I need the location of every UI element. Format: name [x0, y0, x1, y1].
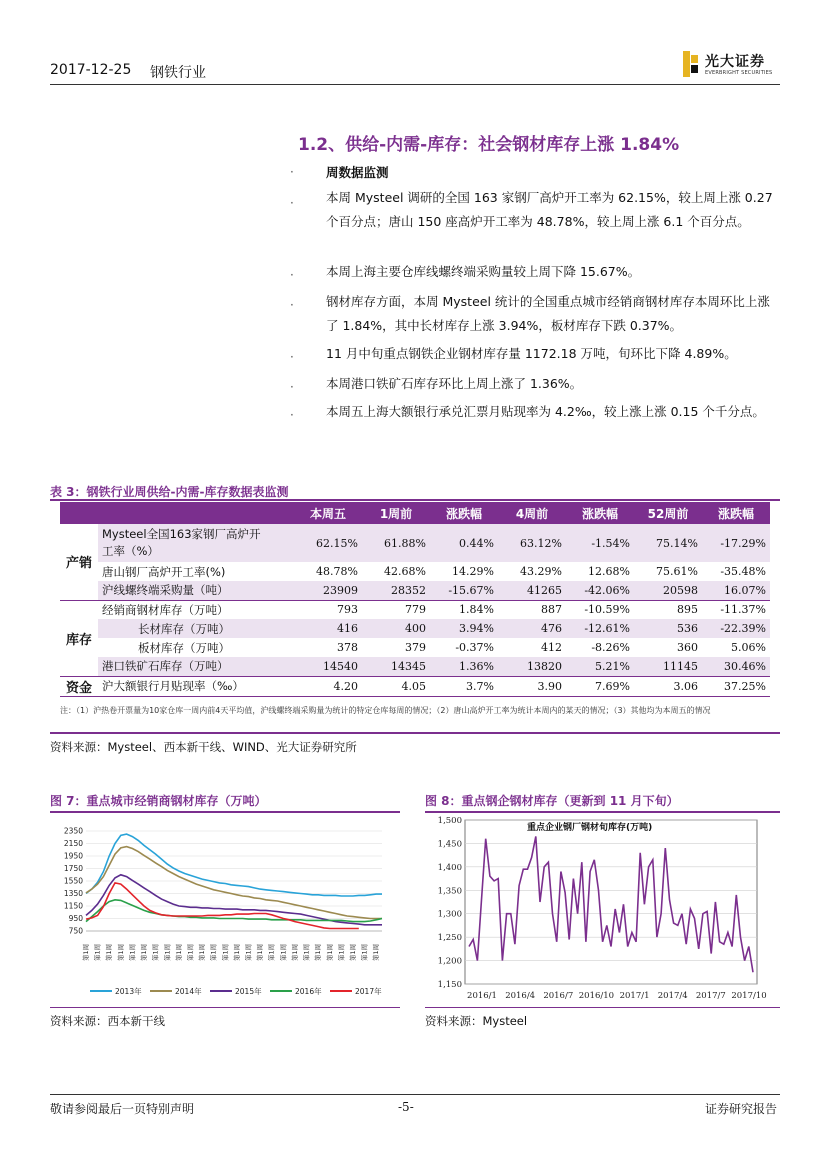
- table-cell: 536: [634, 619, 702, 638]
- table-cell: 895: [677, 603, 698, 617]
- section-title: 1.2、供给-内需-库存：社会钢材库存上涨 1.84%: [298, 135, 680, 155]
- section-subtitle: 周数据监测: [326, 165, 389, 180]
- x-tick-label: 第1周: [174, 943, 183, 961]
- paragraph: 本周五上海大额银行承兑汇票月贴现率为 4.2‰，较上涨上涨 0.15 个千分点。: [326, 404, 765, 419]
- table-cell: 4.20: [294, 676, 362, 696]
- paragraph: 本周上海主要仓库线螺终端采购量较上周下降 15.67%。: [326, 264, 641, 279]
- x-tick-label: 2017/4: [657, 991, 688, 1001]
- logo-text-en: EVERBRIGHT SECURITIES: [705, 70, 773, 76]
- y-tick-label: 1,350: [437, 886, 462, 897]
- table-cell: 37.25%: [702, 676, 770, 696]
- table-cell: 378: [337, 641, 358, 654]
- page-number: -5-: [398, 1100, 414, 1114]
- table-cell: 400: [362, 619, 430, 638]
- column-header: 涨跌幅: [430, 502, 498, 524]
- row-label: 经销商钢材库存（万吨）: [102, 602, 229, 617]
- row-label: 沪线螺终端采购量（吨）: [98, 581, 294, 600]
- table-cell: 48.78%: [316, 565, 358, 578]
- row-label: 唐山钢厂高炉开工率(%): [102, 564, 226, 579]
- table-cell: 41265: [498, 581, 566, 600]
- x-tick-label: 第1周: [348, 943, 357, 961]
- table-row: [60, 676, 770, 696]
- figure-7-bottom-rule: [50, 1007, 400, 1008]
- figure-7-rule: [50, 811, 400, 813]
- paragraph: 本周港口铁矿石库存环比上周上涨了 1.36%。: [326, 376, 583, 391]
- x-tick-label: 第1周: [267, 943, 276, 961]
- table-cell: 793: [337, 603, 358, 617]
- row-label-line: Mysteel全国163家钢厂高炉开: [102, 527, 261, 541]
- table-cell: -12.61%: [566, 619, 634, 638]
- x-tick-label: 第1周: [302, 943, 311, 961]
- x-tick-label: 第1周: [140, 943, 149, 961]
- table-cell: 412: [541, 641, 562, 654]
- footer-report-type: 证券研究报告: [705, 1102, 778, 1116]
- table-row: [60, 657, 770, 676]
- row-group-label: 库存: [60, 600, 98, 676]
- table-cell: 14.29%: [452, 565, 494, 578]
- column-header: 涨跌幅: [702, 502, 770, 524]
- y-tick-label: 1,450: [437, 839, 462, 850]
- y-tick-label: 1350: [63, 889, 83, 898]
- table-cell: -15.67%: [430, 581, 498, 600]
- x-tick-label: 第1周: [198, 943, 207, 961]
- x-tick-label: 第1周: [256, 943, 265, 961]
- table-cell: 16.07%: [702, 581, 770, 600]
- table-cell: -8.26%: [591, 641, 630, 654]
- table-cell: 62.15%: [294, 524, 362, 562]
- paragraph: 钢材库存方面，本周 Mysteel 统计的全国重点城市经销商钢材库存本周环比上涨了 1.84%，其中长材库存上涨 3.94%，板材库存下跌 0.37%。: [326, 294, 770, 333]
- x-tick-label: 第1周: [186, 943, 195, 961]
- x-tick-label: 2016/7: [543, 991, 574, 1001]
- y-tick-label: 950: [68, 914, 83, 923]
- table-cell: -10.59%: [584, 603, 630, 617]
- table-cell: 779: [405, 603, 426, 617]
- y-tick-label: 1,250: [437, 933, 462, 944]
- table-row: [60, 619, 770, 638]
- footer-divider: [50, 1094, 780, 1095]
- y-tick-label: 1150: [63, 901, 83, 911]
- figure-7-chart: [58, 826, 388, 1006]
- row-label: 港口铁矿石库存（万吨）: [98, 657, 294, 676]
- bullet: ·: [290, 165, 294, 179]
- table-cell: 11145: [634, 657, 702, 676]
- bullet: ·: [290, 268, 294, 282]
- chart-title: 重点企业钢厂钢材旬库存(万吨): [527, 823, 653, 833]
- table-row: [60, 562, 770, 581]
- table-cell: 476: [498, 619, 566, 638]
- y-tick-label: 1950: [63, 851, 83, 861]
- figure-8-title: 图 8：重点钢企钢材库存（更新到 11 月下旬）: [425, 794, 679, 808]
- table-cell: 379: [405, 641, 426, 654]
- table-cell: 3.90: [498, 676, 566, 696]
- x-tick-label: 第1周: [290, 943, 299, 961]
- row-label: 板材库存（万吨）: [138, 640, 230, 655]
- y-tick-label: 750: [68, 926, 83, 936]
- x-tick-label: 第1周: [337, 943, 346, 961]
- report-industry: 钢铁行业: [150, 65, 206, 81]
- table-cell: 63.12%: [498, 524, 566, 562]
- bullet: ·: [290, 408, 294, 422]
- row-label: [98, 524, 294, 562]
- logo-mark-icon: [683, 51, 699, 77]
- series-line: [86, 875, 382, 925]
- x-tick-label: 第1周: [93, 943, 102, 961]
- x-tick-label: 2016/10: [578, 991, 615, 1001]
- series-line: [86, 847, 382, 919]
- figure-8-source: 资料来源：Mysteel: [425, 1014, 528, 1028]
- row-label: 沪大额银行月贴现率（‰）: [98, 676, 294, 696]
- table-title: 表 3：钢铁行业周供给-内需-库存数据表监测: [50, 485, 289, 499]
- table-cell: 43.29%: [520, 565, 562, 578]
- x-tick-label: 第1周: [244, 943, 253, 961]
- table-cell: 5.06%: [731, 641, 766, 654]
- column-header: 1周前: [362, 502, 430, 524]
- x-tick-label: 第1周: [209, 943, 218, 961]
- y-tick-label: 1,400: [437, 862, 462, 873]
- table-top-rule: [50, 499, 780, 501]
- table-cell: 28352: [362, 581, 430, 600]
- column-header: 本周五: [294, 502, 362, 524]
- y-tick-label: 1,300: [437, 909, 462, 920]
- table-cell: 0.44%: [430, 524, 498, 562]
- legend-label: 2016年: [295, 987, 322, 996]
- table-cell: -11.37%: [720, 603, 766, 617]
- table-cell: 14345: [362, 657, 430, 676]
- row-label: 长材库存（万吨）: [98, 619, 294, 638]
- table-header-row: [60, 502, 770, 524]
- table-cell: 23909: [294, 581, 362, 600]
- series-line: [469, 836, 753, 972]
- footer-disclaimer: 敬请参阅最后一页特别声明: [50, 1102, 195, 1116]
- table-cell: 75.14%: [634, 524, 702, 562]
- figure-8-chart: [425, 814, 780, 1006]
- report-date: 2017-12-25: [50, 62, 132, 78]
- x-tick-label: 第1周: [314, 943, 323, 961]
- x-tick-label: 2017/7: [695, 991, 726, 1001]
- row-group-label: 资金: [60, 676, 98, 696]
- x-tick-label: 2017/1: [619, 991, 650, 1001]
- x-tick-label: 第1周: [221, 943, 230, 961]
- table-cell: 3.06: [634, 676, 702, 696]
- x-tick-label: 第1周: [105, 943, 114, 961]
- y-tick-label: 1550: [63, 876, 83, 886]
- bullet: ·: [290, 350, 294, 364]
- y-tick-label: 2350: [63, 826, 83, 836]
- x-tick-label: 第1周: [232, 943, 241, 961]
- table-row: [60, 600, 770, 619]
- y-tick-label: 1,500: [437, 816, 462, 826]
- x-tick-label: 第1周: [128, 943, 137, 961]
- plot-frame: [465, 820, 757, 984]
- y-tick-label: 1,150: [437, 980, 462, 990]
- company-logo: [683, 51, 780, 81]
- table-cell: 1.36%: [430, 657, 498, 676]
- bullet: ·: [290, 196, 294, 210]
- table-cell: 416: [294, 619, 362, 638]
- bullet: ·: [290, 380, 294, 394]
- paragraph: 11 月中旬重点钢铁企业钢材库存量 1172.18 万吨，旬环比下降 4.89%。: [326, 346, 737, 361]
- table-cell: 360: [677, 641, 698, 654]
- table-cell: 5.21%: [566, 657, 634, 676]
- column-header: 4周前: [498, 502, 566, 524]
- x-tick-label: 2016/4: [505, 991, 536, 1001]
- table-cell: -22.39%: [702, 619, 770, 638]
- figure-7-title: 图 7：重点城市经销商钢材库存（万吨）: [50, 794, 267, 808]
- figure-8-rule: [425, 811, 780, 813]
- table-bottom-rule: [50, 732, 780, 734]
- table-cell: 42.68%: [384, 565, 426, 578]
- table-cell: 4.05: [362, 676, 430, 696]
- x-tick-label: 2016/1: [467, 991, 497, 1001]
- header-blank: [60, 502, 98, 524]
- legend-label: 2013年: [115, 987, 142, 996]
- table-cell: -17.29%: [702, 524, 770, 562]
- x-tick-label: 第1周: [325, 943, 334, 961]
- table-cell: -42.06%: [566, 581, 634, 600]
- row-label-line: 工率（%）: [102, 544, 159, 558]
- table-cell: 3.94%: [430, 619, 498, 638]
- table-cell: 3.7%: [430, 676, 498, 696]
- legend-label: 2014年: [175, 987, 202, 996]
- bullet: ·: [290, 298, 294, 312]
- x-tick-label: 第1周: [151, 943, 160, 961]
- x-tick-label: 第1周: [279, 943, 288, 961]
- data-table: [60, 502, 770, 697]
- table-cell: 30.46%: [702, 657, 770, 676]
- column-header: 涨跌幅: [566, 502, 634, 524]
- table-note: 注：（1）沪热卷开票量为10家仓库一周内前4天平均值，沪线螺终端采购量为统计的特定仓库每周的情况；（2）唐山高炉开工率为统计本周内的某天的情况；（3）其他均为本周五的情况: [60, 706, 711, 715]
- x-tick-label: 第1周: [360, 943, 369, 961]
- table-cell: 61.88%: [362, 524, 430, 562]
- row-group-label: 产销: [60, 524, 98, 600]
- table-cell: 1.84%: [459, 603, 494, 617]
- legend-label: 2017年: [355, 987, 382, 996]
- table-row: [60, 581, 770, 600]
- paragraph: 本周 Mysteel 调研的全国 163 家钢厂高炉开工率为 62.15%，较上周上涨 0.27 个百分点；唐山 150 座高炉开工率为 48.78%，较上周上涨 6.1 个百分点。: [326, 190, 773, 229]
- table-cell: 75.61%: [656, 565, 698, 578]
- y-tick-label: 1,200: [437, 956, 462, 967]
- table-cell: 20598: [634, 581, 702, 600]
- x-tick-label: 2017/10: [731, 991, 767, 1001]
- table-row: [60, 638, 770, 657]
- x-tick-label: 第1周: [163, 943, 172, 961]
- table-cell: 14540: [294, 657, 362, 676]
- table-cell: 12.68%: [588, 565, 630, 578]
- table-cell: 887: [541, 603, 562, 617]
- table-cell: -1.54%: [566, 524, 634, 562]
- y-tick-label: 1750: [63, 864, 83, 873]
- table-cell: -0.37%: [455, 641, 494, 654]
- table-cell: 7.69%: [566, 676, 634, 696]
- table-cell: 13820: [498, 657, 566, 676]
- header-divider: [50, 84, 780, 85]
- figure-7-source: 资料来源：西本新干线: [50, 1014, 165, 1028]
- header-blank: [98, 502, 294, 524]
- y-tick-label: 2150: [63, 839, 83, 848]
- figure-8-bottom-rule: [425, 1007, 780, 1008]
- table-source: 资料来源：Mysteel、西本新干线、WIND、光大证券研究所: [50, 740, 357, 754]
- x-tick-label: 第1周: [116, 943, 125, 961]
- legend-label: 2015年: [235, 987, 262, 996]
- column-header: 52周前: [634, 502, 702, 524]
- logo-text-cn: 光大证券: [705, 54, 765, 70]
- x-tick-label: 第1周: [82, 943, 90, 961]
- table-row: [60, 524, 770, 562]
- table-cell: -35.48%: [720, 565, 766, 578]
- x-tick-label: 第1周: [372, 943, 381, 961]
